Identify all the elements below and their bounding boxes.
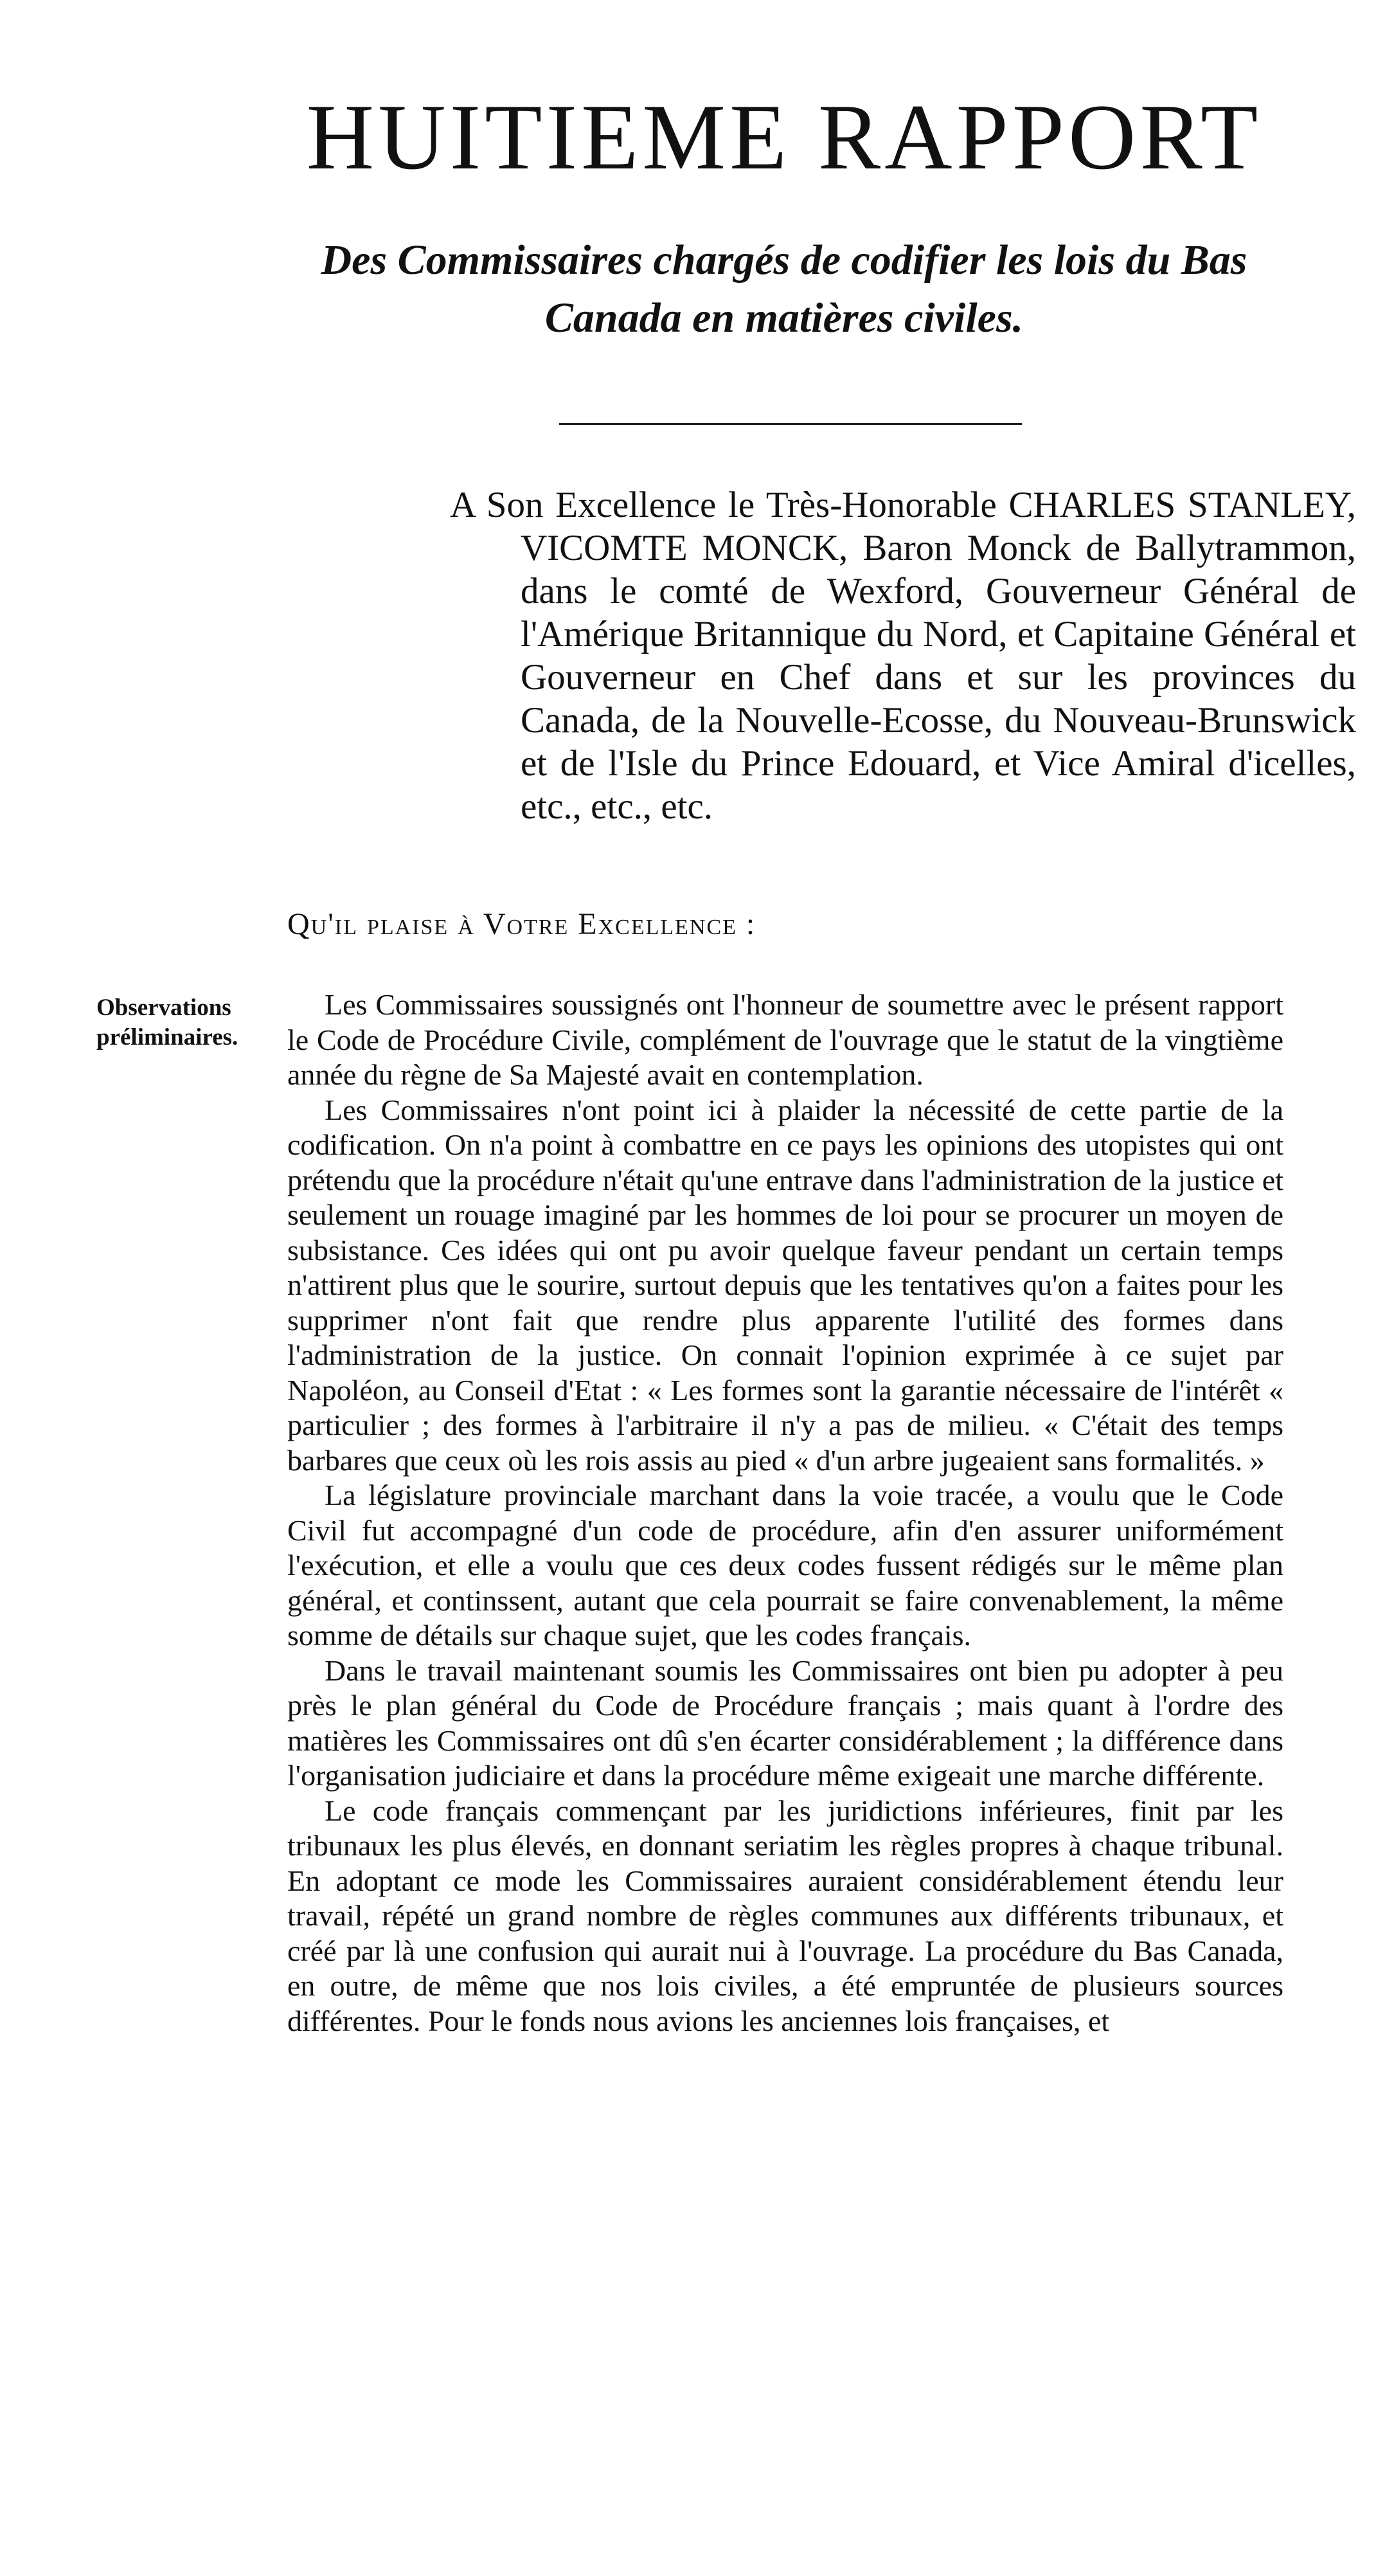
report-subtitle: Des Commissaires chargés de codifier les lois du Bas Canada en matières civiles. — [321, 237, 1247, 341]
paragraph-2: Les Commissaires n'ont point ici à plaider la nécessité de cette partie de la codification. On n'a point à combattre en ce pays les opinions des utopistes qui ont prétendu que la procédure n'était qu'une entrave dans l'administration de la justice et seulement un rouage imaginé par les hommes de loi pour se procurer un moyen de subsistance. Ces idées qui ont pu avoir quelque faveur pendant un certain temps n'attirent plus que le sourire, surtout depuis que les tentatives qu'on a faites pour les supprimer n'ont fait que rendre plus apparente l'utilité des formes dans l'administration de la justice. On connait l'opinion exprimée à ce sujet par Napoléon, au Conseil d'Etat : « Les formes sont la garantie nécessaire de l'intérêt « particulier ; des formes à l'arbitraire il n'y a pas de milieu. « C'était des temps barbares que ceux où les rois assis au pied « d'un arbre jugeaient sans formalités. » — [287, 1093, 1283, 1477]
body-text — [287, 987, 1283, 2039]
address-block: A Son Excellence le Très-Honorable CHARLES STANLEY, VICOMTE MONCK, Baron Monck de Ballytrammon, dans le comté de Wexford, Gouverneur Général de l'Amérique Britannique du Nord, et Capitaine Général et Gouverneur en Chef dans et sur les provinces du Canada, de la Nouvelle-Ecosse, du Nouveau-Brunswick et de l'Isle du Prince Edouard, et Vice Amiral d'icelles, etc., etc., etc. — [450, 485, 1356, 827]
paragraph-4: Dans le travail maintenant soumis les Commissaires ont bien pu adopter à peu près le plan général du Code de Procédure français ; mais quant à l'ordre des matières les Commissaires ont dû s'en écarter considérablement ; la différence dans l'organisation judiciaire et dans la procédure même exigeait une marche différente. — [287, 1653, 1283, 1792]
salutation: Qu'il plaise à Votre Excellence : — [287, 907, 756, 941]
margin-note: Observations préliminaires. — [96, 995, 238, 1050]
separator-rule — [559, 423, 1022, 425]
paragraph-5: Le code français commençant par les juridictions inférieures, finit par les tribunaux les plus élevés, en donnant seriatim les règles propres à chaque tribunal. En adoptant ce mode les Commissaires auraient considérablement étendu leur travail, répété un grand nombre de règles communes aux différents tribunaux, et créé par là une confusion qui aurait nui à l'ouvrage. La procédure du Bas Canada, en outre, de même que nos lois civiles, a été empruntée de plusieurs sources différentes. Pour le fonds nous avions les anciennes lois françaises, et — [287, 1794, 1283, 2037]
paragraph-3: La législature provinciale marchant dans la voie tracée, a voulu que le Code Civil fut accompagné d'un code de procédure, afin d'en assurer uniformément l'exécution, et elle a voulu que ces deux codes fussent rédigés sur le même plan général, et continssent, autant que cela pourrait se faire convenablement, la même somme de détails sur chaque sujet, que les codes français. — [287, 1479, 1283, 1652]
report-title: HUITIEME RAPPORT — [306, 85, 1262, 189]
paragraph-1: Les Commissaires soussignés ont l'honneur de soumettre avec le présent rapport le Code de Procédure Civile, complément de l'ouvrage que le statut de la vingtième année du règne de Sa Majesté avait en contemplation. — [287, 988, 1283, 1091]
